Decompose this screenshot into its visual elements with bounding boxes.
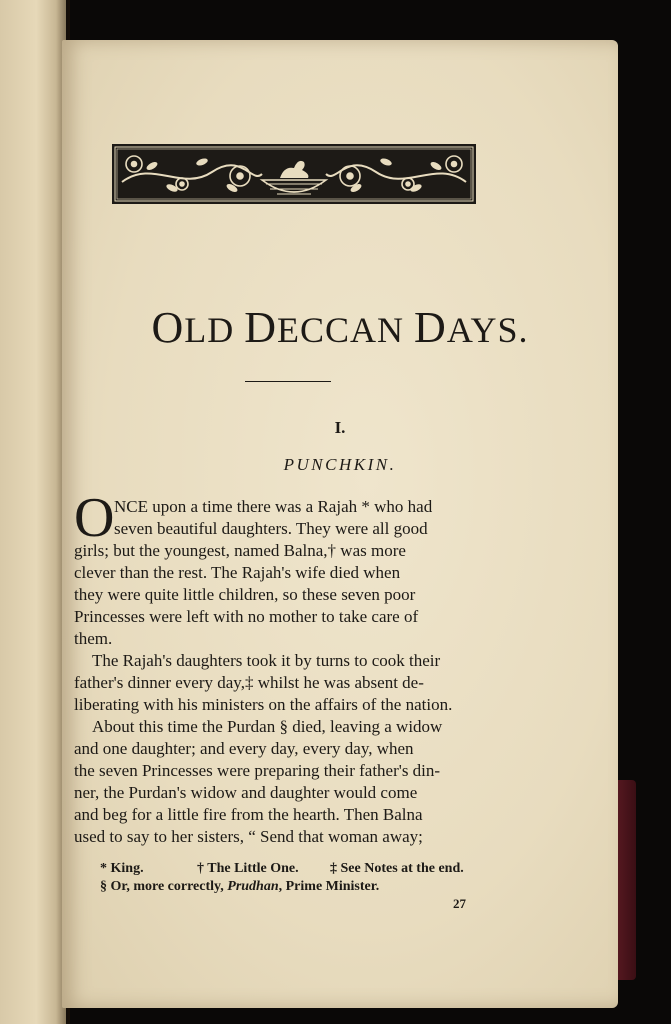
body-line: clever than the rest. The Rajah's wife died when <box>74 563 401 582</box>
drop-cap: O <box>74 487 115 549</box>
floral-ornament-icon <box>112 144 476 204</box>
book-title: OLD DECCAN DAYS. <box>151 303 529 352</box>
footnote-king: * King. <box>100 861 144 876</box>
body-line: girls; but the youngest, named Balna,† was more <box>74 541 406 560</box>
body-line: and one daughter; and every day, every day, when <box>74 739 414 758</box>
body-line: seven beautiful daughters. They were all good <box>114 519 428 538</box>
page-number: 27 <box>453 896 466 911</box>
footnote-prudhan: § Or, more correctly, Prudhan, Prime Minister. <box>100 879 380 894</box>
footnote-see-notes: ‡ See Notes at the end. <box>330 861 464 876</box>
body-line: liberating with his ministers on the affairs of the nation. <box>74 695 453 714</box>
book-page <box>62 40 618 1008</box>
body-line: NCE upon a time there was a Rajah * who had <box>114 497 433 516</box>
body-line: and beg for a little fire from the hearth. Then Balna <box>74 805 423 824</box>
body-line: About this time the Purdan § died, leaving a widow <box>92 717 443 736</box>
body-line: they were quite little children, so these seven poor <box>74 585 416 604</box>
body-line: the seven Princesses were preparing their father's din- <box>74 761 441 780</box>
body-line: used to say to her sisters, “ Send that woman away; <box>74 827 423 846</box>
footnote-little-one: † The Little One. <box>197 861 299 876</box>
body-line: them. <box>74 629 113 648</box>
story-title: PUNCHKIN. <box>283 455 397 474</box>
body-line: ner, the Purdan's widow and daughter would come <box>74 783 418 802</box>
body-line: father's dinner every day,‡ whilst he was absent de- <box>74 673 424 692</box>
body-line: The Rajah's daughters took it by turns to cook their <box>92 651 441 670</box>
body-line: Princesses were left with no mother to take care of <box>74 607 419 626</box>
chapter-numeral: I. <box>334 418 346 437</box>
title-divider <box>245 381 331 382</box>
